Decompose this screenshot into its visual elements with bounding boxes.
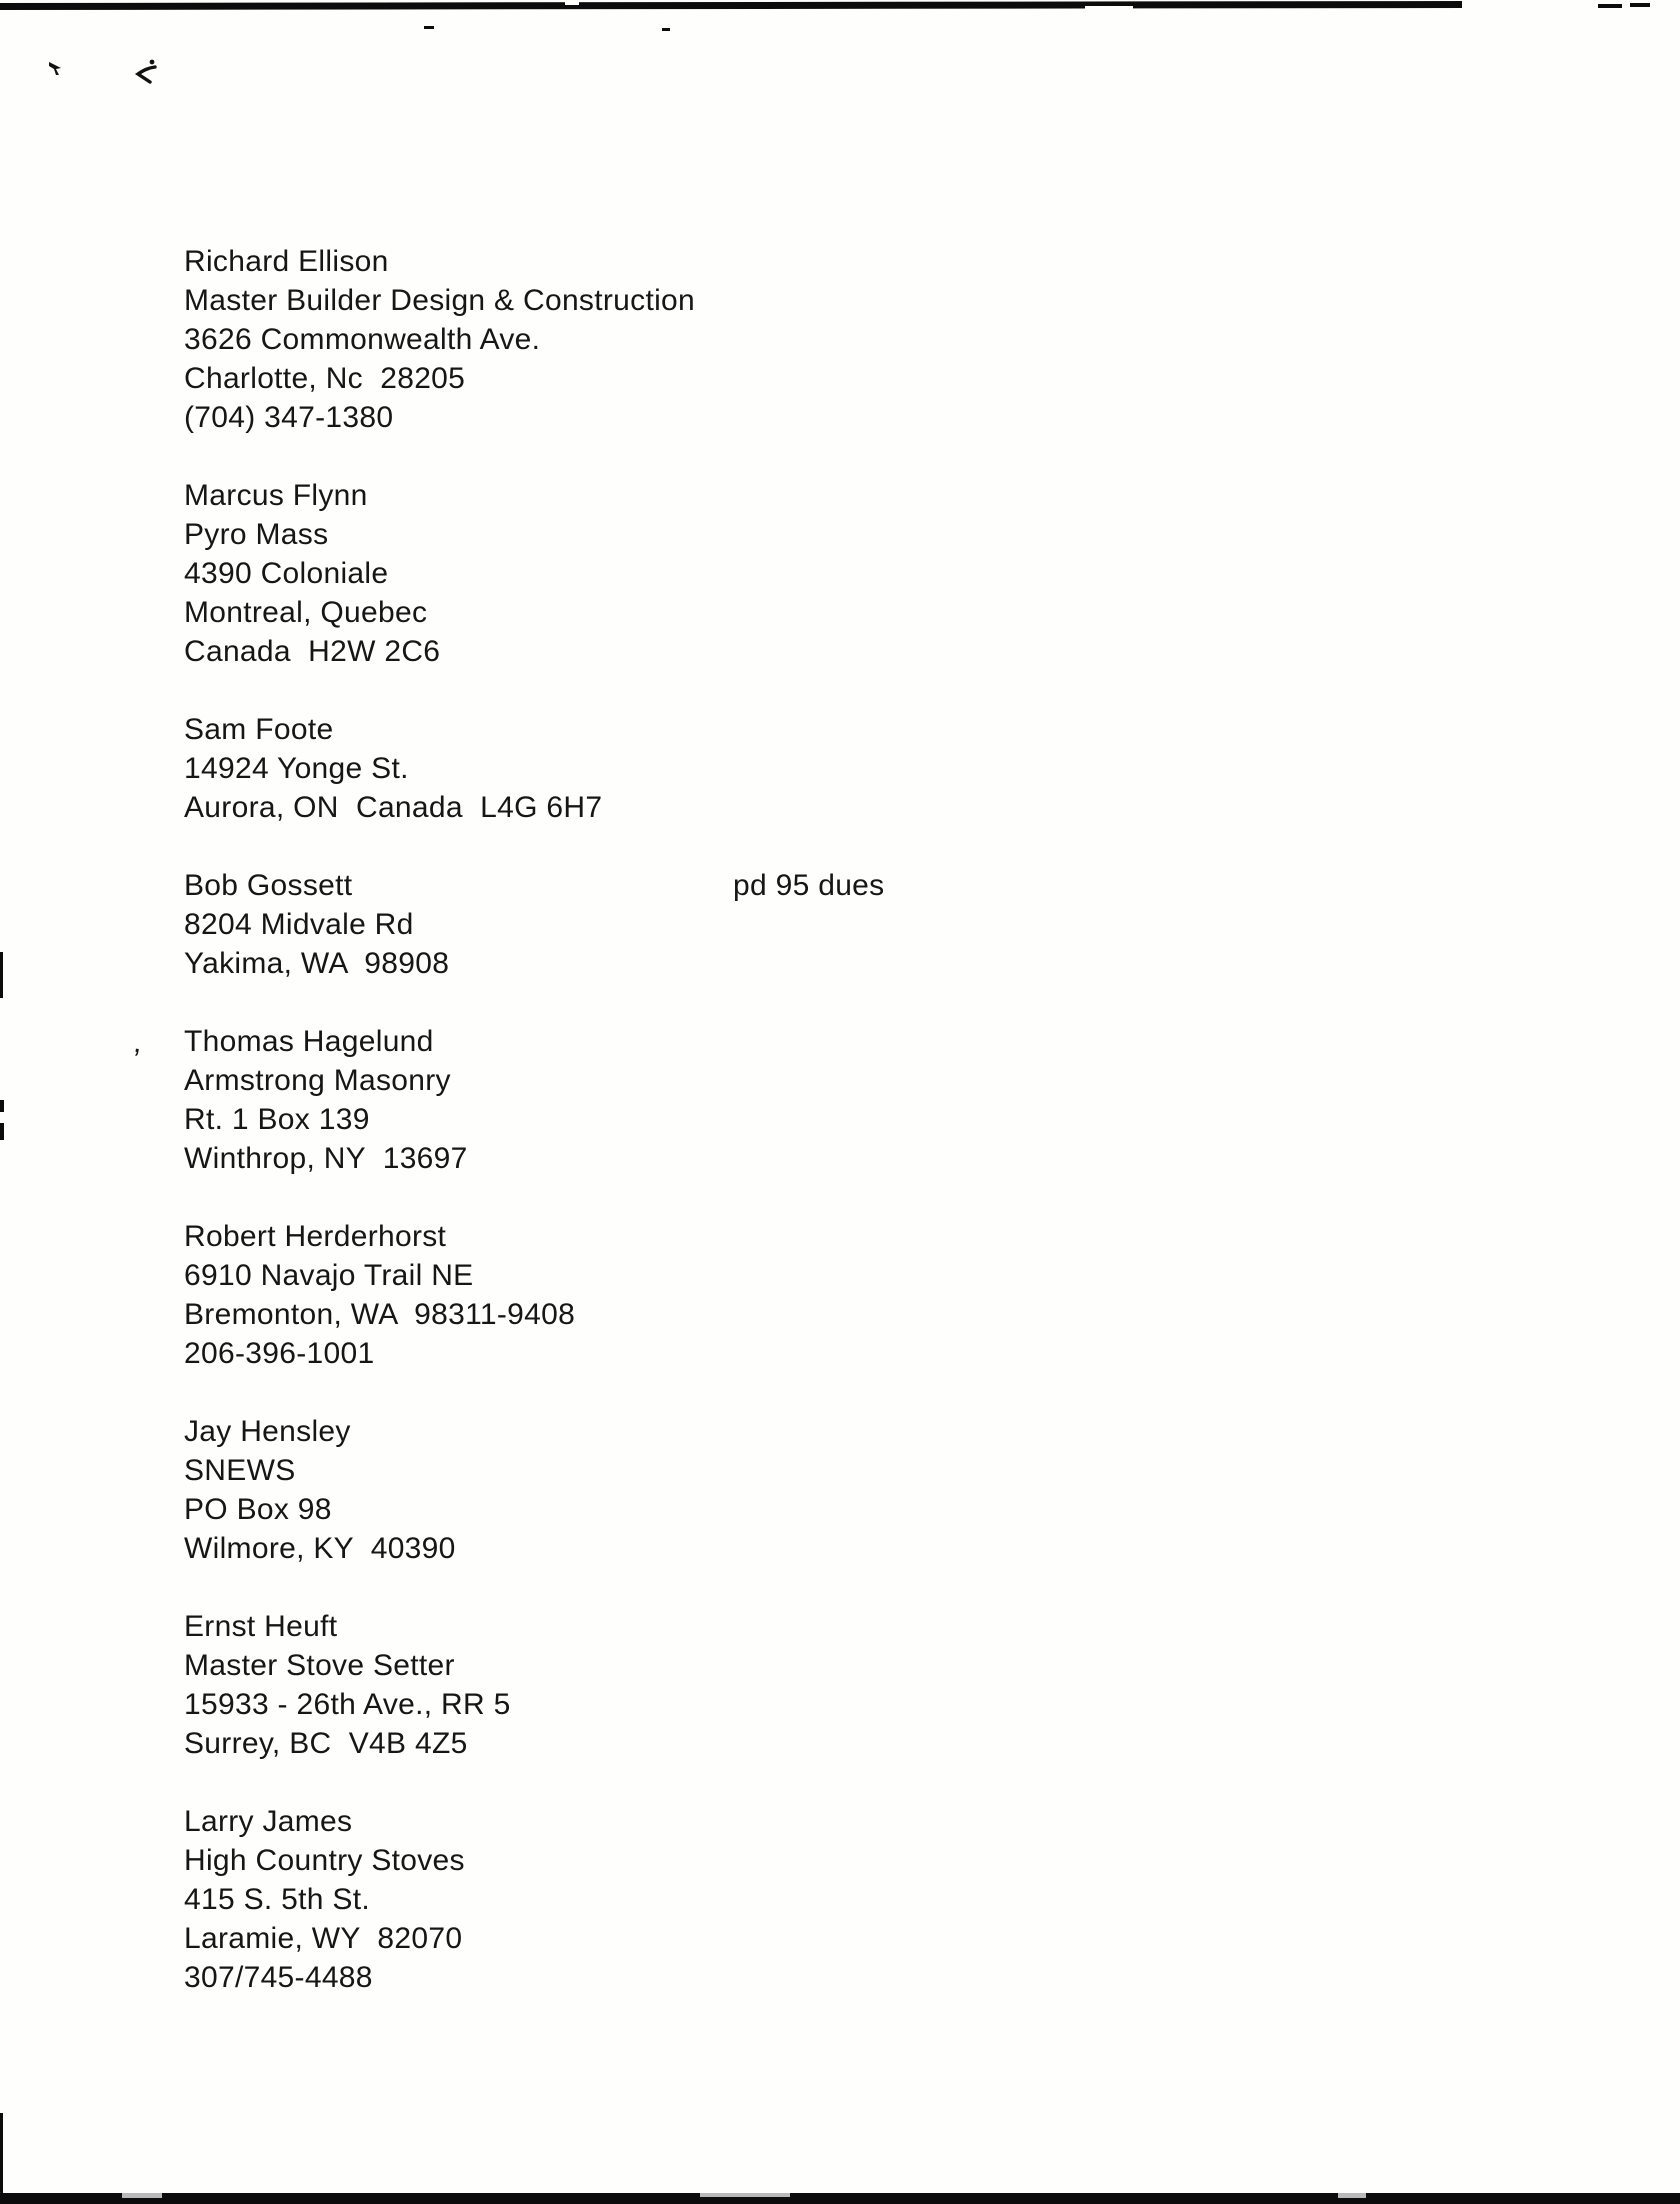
contact-city: Wilmore, KY 40390 [184,1532,456,1565]
scan-top-edge-gap [1085,6,1133,9]
contact-company: Master Builder Design & Construction [184,284,696,317]
scan-bottom-edge-gap [1338,2193,1366,2198]
dues-paid-note: pd 95 dues [733,869,885,902]
contact-city: Laramie, WY 82070 [184,1922,463,1955]
contact-company: SNEWS [184,1454,296,1487]
contact-name: Larry James [184,1805,353,1838]
contact-city: Yakima, WA 98908 [184,947,450,980]
contact-street: Rt. 1 Box 139 [184,1103,370,1136]
contact-name: Bob Gossett [184,869,353,902]
scan-bottom-edge-band [0,2193,1680,2204]
scan-left-edge-line [0,952,3,998]
scan-speck [424,26,434,29]
scan-bottom-edge-gap [700,2193,790,2197]
scan-bottom-edge-gap [122,2193,162,2198]
contact-block-jay-hensley [184,1412,695,1568]
ink-chevron-mark-icon [134,56,160,86]
contact-phone: 307/745-4488 [184,1961,373,1994]
contact-block-richard-ellison [184,242,695,437]
contact-street: 415 S. 5th St. [184,1883,370,1916]
contact-street: 15933 - 26th Ave., RR 5 [184,1688,511,1721]
scan-left-edge-dash [0,1123,4,1140]
contact-country: Canada H2W 2C6 [184,635,441,668]
contact-street: 8204 Midvale Rd [184,908,414,941]
contact-name: Ernst Heuft [184,1610,338,1643]
contact-city: Montreal, Quebec [184,596,428,629]
contact-street: 4390 Coloniale [184,557,389,590]
scan-speck [662,28,670,31]
contact-street: 14924 Yonge St. [184,752,409,785]
scan-top-dash [1630,3,1650,7]
scan-left-edge-dash [0,1100,4,1112]
contact-name: Sam Foote [184,713,334,746]
scan-top-edge-line [0,1,1462,10]
contact-street: 3626 Commonwealth Ave. [184,323,541,356]
contact-block-ernst-heuft [184,1607,695,1763]
contact-city: Winthrop, NY 13697 [184,1142,468,1175]
contact-block-sam-foote [184,710,695,827]
contact-name: Thomas Hagelund [184,1025,434,1058]
scan-bottom-left-edge-line [0,2113,3,2195]
scan-top-edge-gap [565,2,579,5]
contact-block-robert-herderhorst [184,1217,695,1373]
contact-company: Armstrong Masonry [184,1064,451,1097]
contact-company: Pyro Mass [184,518,329,551]
contact-block-bob-gossett [184,866,695,983]
contact-block-larry-james [184,1802,695,1997]
contact-company: Master Stove Setter [184,1649,455,1682]
contact-block-thomas-hagelund [184,1022,695,1178]
ink-apostrophe-speck: , [131,1025,145,1060]
contact-name: Robert Herderhorst [184,1220,447,1253]
address-list [184,242,695,2036]
contact-name: Richard Ellison [184,245,389,278]
contact-phone: (704) 347-1380 [184,401,394,434]
contact-block-marcus-flynn [184,476,695,671]
contact-phone: 206-396-1001 [184,1337,375,1370]
scan-top-dash [1598,4,1622,8]
contact-city: Surrey, BC V4B 4Z5 [184,1727,468,1760]
contact-company: High Country Stoves [184,1844,465,1877]
contact-street: 6910 Navajo Trail NE [184,1259,474,1292]
contact-name: Marcus Flynn [184,479,368,512]
contact-name: Jay Hensley [184,1415,351,1448]
contact-street: PO Box 98 [184,1493,332,1526]
contact-city: Charlotte, Nc 28205 [184,362,466,395]
ink-tick-mark-icon [48,60,68,80]
contact-city: Bremonton, WA 98311-9408 [184,1298,576,1331]
contact-city: Aurora, ON Canada L4G 6H7 [184,791,603,824]
